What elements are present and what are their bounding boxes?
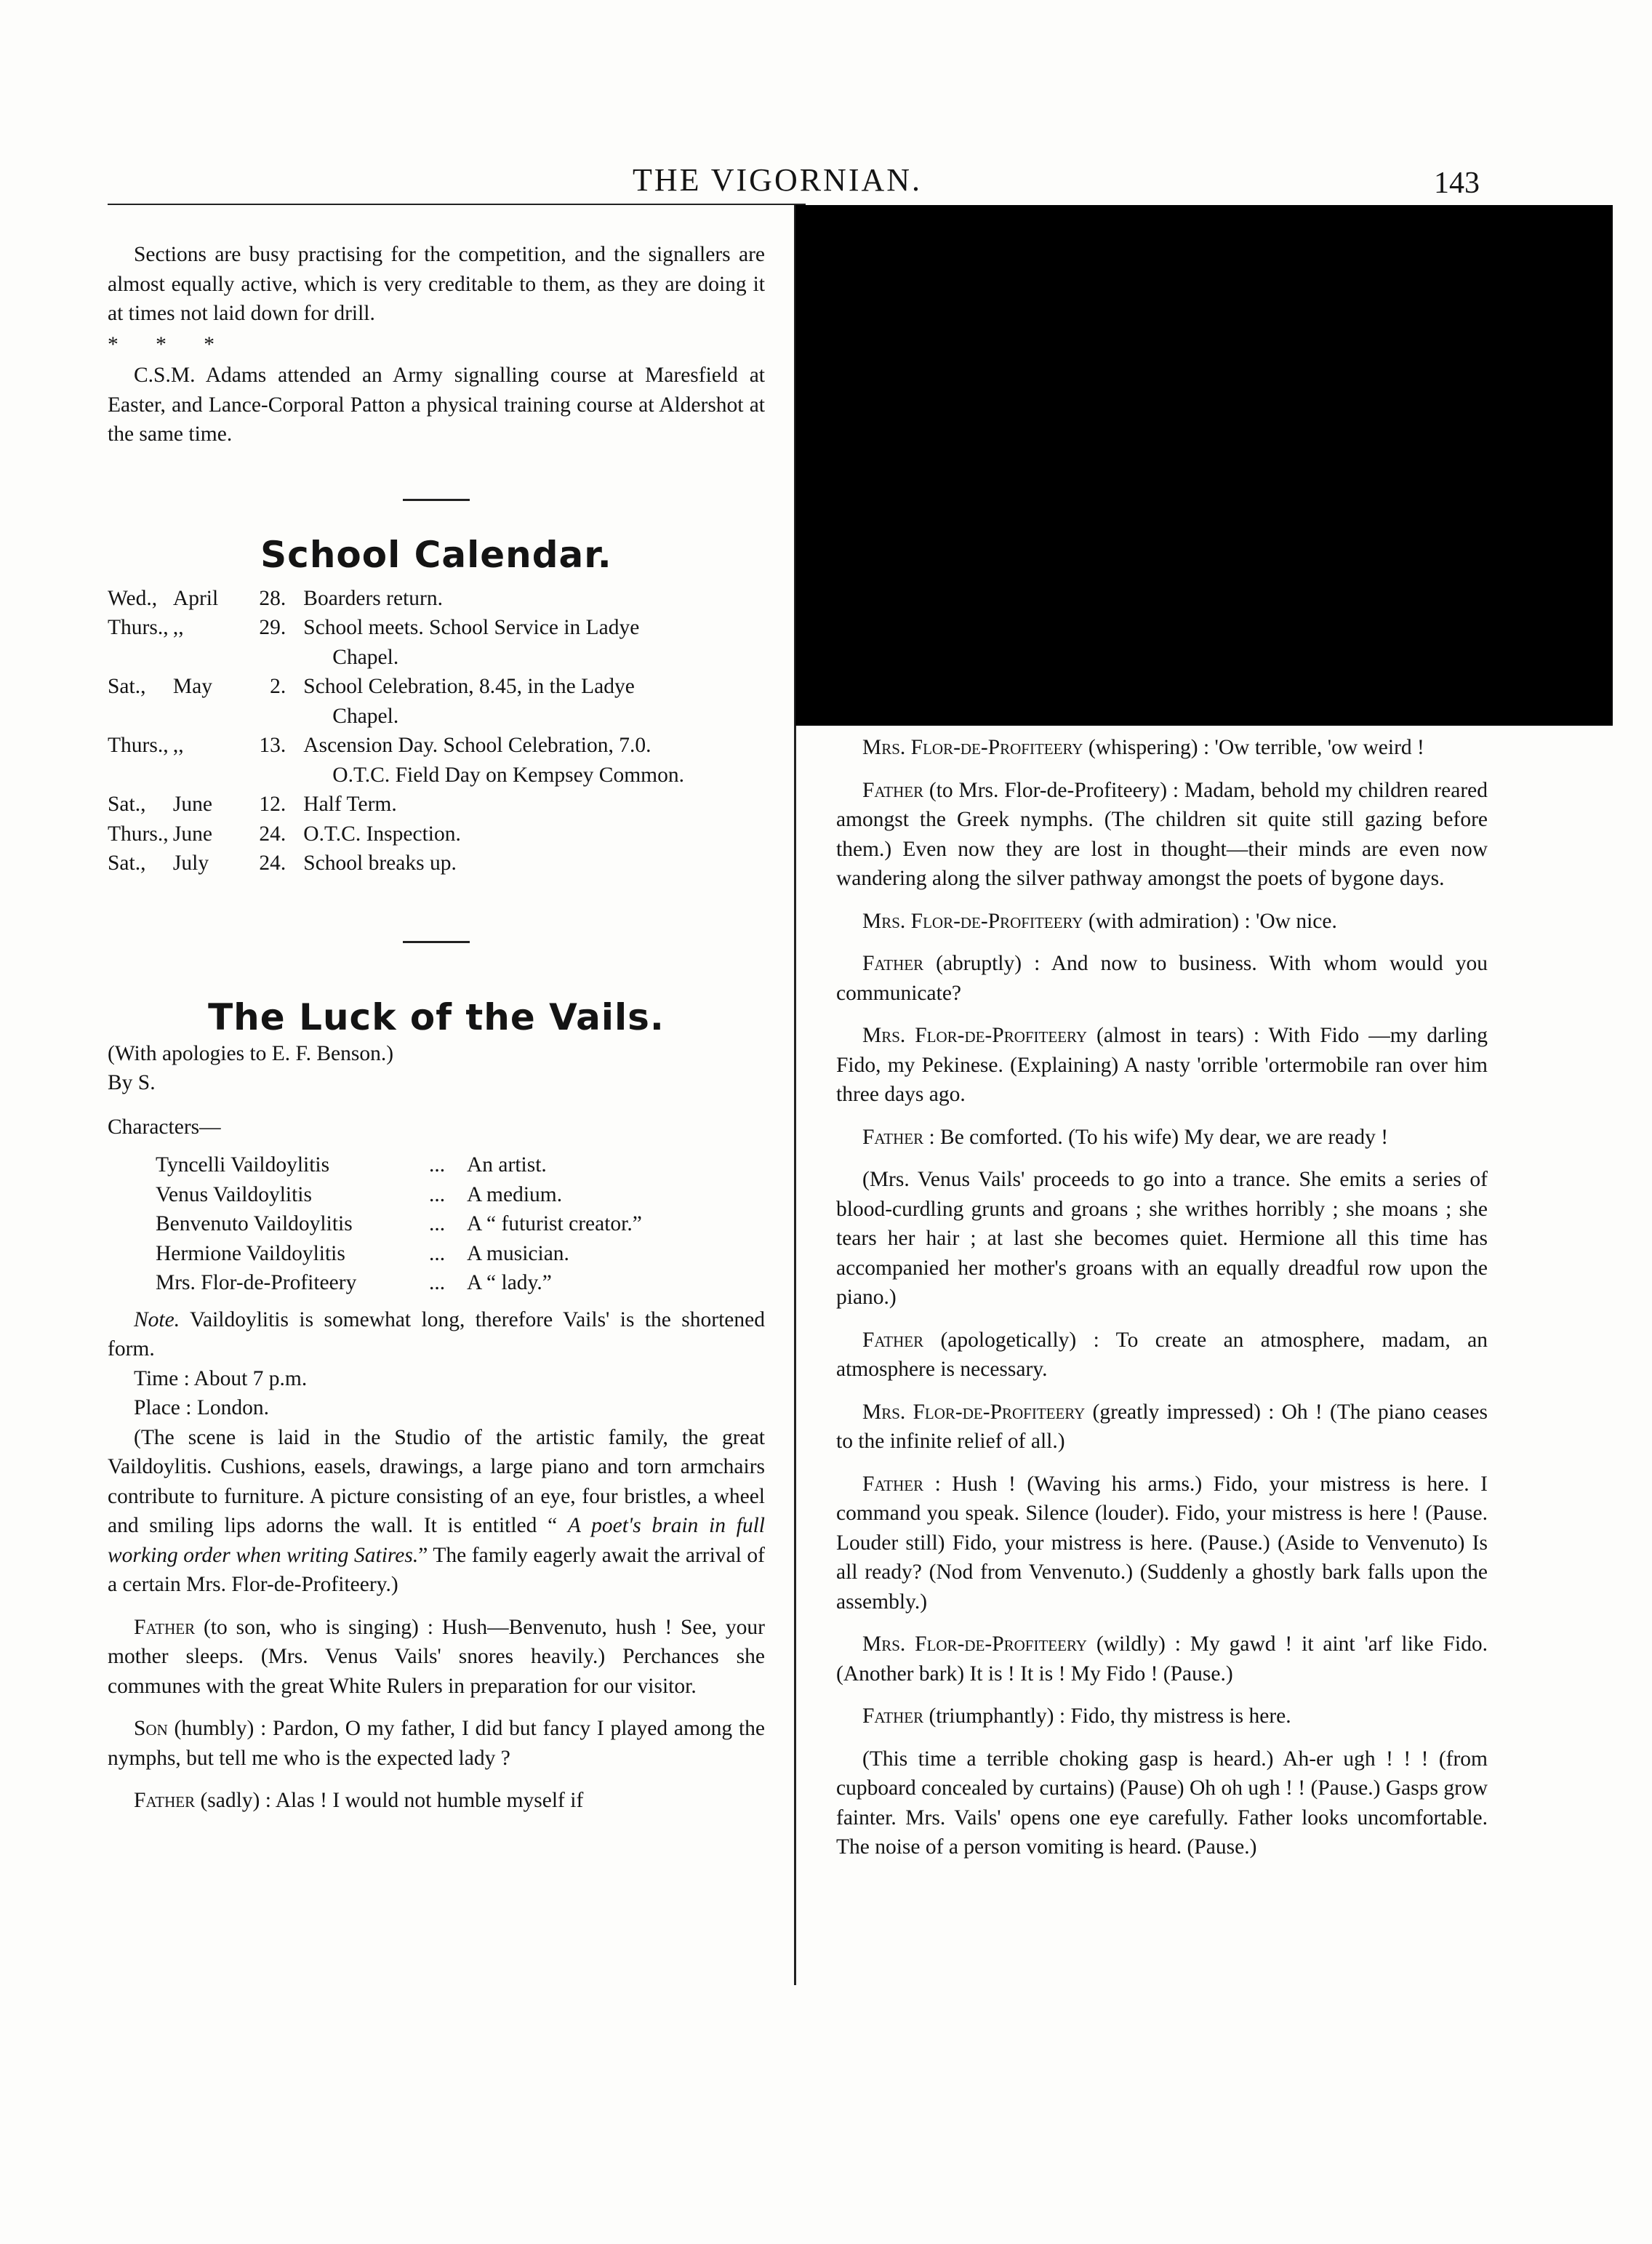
speech-text: (abruptly) : And now to business. With whom would you communicate? <box>836 952 1488 1005</box>
apologies-line: (With apologies to E. F. Benson.) <box>108 1041 394 1065</box>
character-role: A medium. <box>467 1182 563 1206</box>
calendar-date: 24. <box>259 822 286 846</box>
character-row <box>156 1239 642 1269</box>
calendar-event-continued: O.T.C. Field Day on Kempsey Common. <box>332 763 684 787</box>
calendar-row <box>108 584 765 614</box>
calendar-day: Thurs., <box>108 734 169 757</box>
speech-text: (This time a terrible choking gasp is heard.) Ah-er ugh ! ! ! (from cupboard concealed by curtains) (Pause) Oh oh ugh ! ! (Pause.) Gasps grow fainter. Mrs. Vails' opens one eye carefully. Father looks uncomfortable. The noise of a person vomiting is heard. (Pause.) <box>836 1747 1488 1859</box>
calendar-event-continued: Chapel. <box>332 645 399 669</box>
character-role: A “ futurist creator.” <box>467 1212 642 1235</box>
speech-text: (wildly) : My gawd ! it aint 'arf like Fido. (Another bark) It is ! It is ! My Fido ! (Pause.) <box>836 1632 1488 1686</box>
speech-text: (almost in tears) : With Fido —my darling Fido, my Pekinese. (Explaining) A nasty 'orrible 'ortermobile ran over him three days ago. <box>836 1024 1488 1106</box>
page-number: 143 <box>1434 167 1480 200</box>
speech-text: : Be comforted. (To his wife) My dear, we are ready ! <box>923 1125 1389 1149</box>
character-row <box>156 1180 642 1210</box>
right-column <box>836 720 1488 1862</box>
calendar-month: July <box>172 851 209 875</box>
character-dots: ... <box>429 1271 446 1294</box>
calendar-month: June <box>172 793 212 816</box>
speech-paragraph <box>108 1786 765 1816</box>
character-row <box>156 1209 642 1239</box>
calendar-date: 29. <box>259 616 286 639</box>
redaction-block <box>795 205 1613 726</box>
header-rule <box>108 204 806 205</box>
speech-text: (with admiration) : 'Ow nice. <box>1083 909 1337 933</box>
calendar-event <box>292 790 765 820</box>
speaker-name: Father <box>862 1704 924 1728</box>
characters-label: Characters— <box>108 1115 221 1139</box>
calendar-event-continued: Chapel. <box>332 704 399 728</box>
speech-text: (apologetically) : To create an atmosphere, madam, an atmosphere is necessary. <box>836 1328 1488 1381</box>
character-dots: ... <box>429 1241 446 1265</box>
calendar-day: Thurs., <box>108 616 169 639</box>
calendar-day: Sat., <box>108 675 146 698</box>
time-line: Time : About 7 p.m. <box>134 1366 308 1390</box>
calendar-row <box>108 672 765 731</box>
calendar-event-text: School Celebration, 8.45, in the Ladye <box>303 675 635 698</box>
school-calendar <box>108 584 765 878</box>
calendar-row <box>108 790 765 820</box>
note-paragraph <box>108 1305 765 1364</box>
note-text: Vaildoylitis is somewhat long, therefore Vails' is the shortened form. <box>108 1307 765 1361</box>
speech-text: (humbly) : Pardon, O my father, I did but fancy I played among the nymphs, but tell me who is the expected lady ? <box>108 1717 765 1770</box>
calendar-event-text: Ascension Day. School Celebration, 7.0. <box>303 734 651 757</box>
calendar-month: ,, <box>172 734 184 757</box>
speaker-name: Father <box>862 1125 924 1149</box>
calendar-row <box>108 731 765 790</box>
speaker-name: Father <box>862 952 924 975</box>
speech-paragraph <box>836 1630 1488 1688</box>
speech-paragraph <box>836 1470 1488 1617</box>
calendar-day: Thurs., <box>108 822 169 846</box>
speaker-name: Mrs. Flor-de-Profiteery <box>862 909 1083 933</box>
calendar-row <box>108 849 765 878</box>
speech-paragraph <box>108 1613 765 1702</box>
characters-list <box>156 1150 642 1298</box>
speech-paragraph <box>836 1021 1488 1110</box>
speaker-name: Father <box>134 1789 196 1812</box>
speech-text: : Hush ! (Waving his arms.) Fido, your mistress is here. I command you speak. Silence (louder). Fido, your mistress is here ! (Pause. Louder still) Fido, your mistress is here. (Pause.) (Aside to Venvenuto) Is all ready? (Nod from Venvenuto.) (Suddenly a ghostly bark falls upon the assembly.) <box>836 1472 1488 1614</box>
character-name: Venus Vaildoylitis <box>156 1182 312 1206</box>
speech-paragraph <box>108 1714 765 1773</box>
calendar-event <box>292 731 765 790</box>
calendar-row <box>108 613 765 672</box>
left-column <box>108 240 765 1816</box>
character-name: Benvenuto Vaildoylitis <box>156 1212 353 1235</box>
speech-paragraph <box>836 1326 1488 1385</box>
speech-paragraph <box>836 1398 1488 1456</box>
calendar-day: Wed., <box>108 586 158 610</box>
speech-paragraph <box>836 1165 1488 1313</box>
calendar-date: 28. <box>259 586 286 610</box>
calendar-month: ,, <box>172 616 184 639</box>
character-dots: ... <box>429 1182 446 1206</box>
speaker-name: Father <box>862 1328 924 1352</box>
character-role: A “ lady.” <box>467 1271 552 1294</box>
speaker-name: Father <box>862 1472 924 1496</box>
speaker-name: Son <box>134 1717 168 1740</box>
calendar-event-text: Half Term. <box>303 793 397 816</box>
character-name: Mrs. Flor-de-Profiteery <box>156 1271 357 1294</box>
paragraph-csm: C.S.M. Adams attended an Army signalling course at Maresfield at Easter, and Lance-Corporal Patton a physical training course at Aldershot at the same time. <box>108 364 765 446</box>
calendar-heading: School Calendar. <box>260 533 612 576</box>
calendar-row <box>108 820 765 849</box>
calendar-day: Sat., <box>108 851 146 875</box>
calendar-event <box>292 849 765 878</box>
speaker-name: Father <box>134 1615 196 1639</box>
calendar-month: April <box>172 586 219 610</box>
calendar-event <box>292 672 765 731</box>
calendar-day: Sat., <box>108 793 146 816</box>
speaker-name: Mrs. Flor-de-Profiteery <box>862 1024 1088 1047</box>
calendar-event-text: School breaks up. <box>303 851 457 875</box>
place-line: Place : London. <box>134 1396 269 1419</box>
character-role: A musician. <box>467 1241 569 1265</box>
speech-text: (greatly impressed) : Oh ! (The piano ceases to the infinite relief of all.) <box>836 1400 1488 1453</box>
speech-text: (Mrs. Venus Vails' proceeds to go into a trance. She emits a series of blood-curdling grunts and groans ; she writhes horribly ; she moans ; she tears her hair ; at last she becomes quiet. Hermione all this time has accompanied her mother's groans with an equally dreadful row upon the piano.) <box>836 1168 1488 1309</box>
calendar-date: 24. <box>259 851 286 875</box>
character-name: Tyncelli Vaildoylitis <box>156 1153 330 1177</box>
character-dots: ... <box>429 1212 446 1235</box>
speech-paragraph <box>836 1702 1488 1731</box>
speaker-name: Father <box>862 778 924 802</box>
speech-text: (triumphantly) : Fido, thy mistress is here. <box>923 1704 1291 1728</box>
speech-text: (to Mrs. Flor-de-Profiteery) : Madam, behold my children reared amongst the Greek nymphs. (The children sit quite still gazing before them.) Even now they are lost in thought—their minds are even now wandering along the silver pathway amongst the poets of bygone days. <box>836 778 1488 890</box>
calendar-month: June <box>172 822 212 846</box>
speech-text: (sadly) : Alas ! I would not humble myself if <box>195 1789 584 1812</box>
speech-paragraph <box>836 733 1488 763</box>
speech-paragraph <box>836 949 1488 1008</box>
speech-paragraph <box>836 776 1488 894</box>
speech-text: (whispering) : 'Ow terrible, 'ow weird ! <box>1083 736 1424 759</box>
character-row <box>156 1268 642 1298</box>
scene-description: (The scene is laid in the Studio of the artistic family, the great Vaildoylitis. Cushions, easels, drawings, a large piano and torn armchairs contribute to furniture. A picture consisting of an eye, four bristles, a wheel and smiling lips adorns the wall. It is entitled “ A poet's brain in full working order when writing Satires.” The family eagerly await the arrival of a certain Mrs. Flor-de-Profiteery.) <box>108 1425 766 1596</box>
calendar-date: 2. <box>270 675 286 698</box>
paragraph-sections: Sections are busy practising for the competition, and the signallers are almost equally active, which is very creditable to them, as they are doing it at times not laid down for drill. <box>108 243 765 325</box>
calendar-month: May <box>172 675 212 698</box>
calendar-event-text: Boarders return. <box>303 586 443 610</box>
speech-paragraph <box>836 907 1488 937</box>
calendar-event <box>292 584 765 614</box>
calendar-event-text: O.T.C. Inspection. <box>303 822 461 846</box>
note-label: Note. <box>134 1307 180 1331</box>
calendar-date: 12. <box>259 793 286 816</box>
calendar-event-text: School meets. School Service in Ladye <box>303 616 640 639</box>
calendar-event <box>292 613 765 672</box>
speech-text: (to son, who is singing) : Hush—Benvenuto, hush ! See, your mother sleeps. (Mrs. Venus Vails' snores heavily.) Perchances she communes with the great White Rulers in preparation for our visitor. <box>108 1615 765 1698</box>
speaker-name: Mrs. Flor-de-Profiteery <box>862 1632 1087 1656</box>
character-row <box>156 1150 642 1180</box>
speaker-name: Mrs. Flor-de-Profiteery <box>862 736 1083 759</box>
byline: By S. <box>108 1071 156 1094</box>
speech-paragraph <box>836 1123 1488 1153</box>
play-heading: The Luck of the Vails. <box>208 995 665 1038</box>
section-stars: * * * <box>108 332 230 356</box>
speaker-name: Mrs. Flor-de-Profiteery <box>862 1400 1086 1424</box>
scene-italic-title: A poet's brain in full working order when writing Satires. <box>108 1514 766 1567</box>
calendar-event <box>292 820 765 849</box>
character-name: Hermione Vaildoylitis <box>156 1241 345 1265</box>
character-role: An artist. <box>467 1153 547 1177</box>
character-dots: ... <box>429 1153 446 1177</box>
calendar-date: 13. <box>259 734 286 757</box>
speech-paragraph <box>836 1744 1488 1862</box>
page-header-title: THE VIGORNIAN. <box>633 162 923 198</box>
